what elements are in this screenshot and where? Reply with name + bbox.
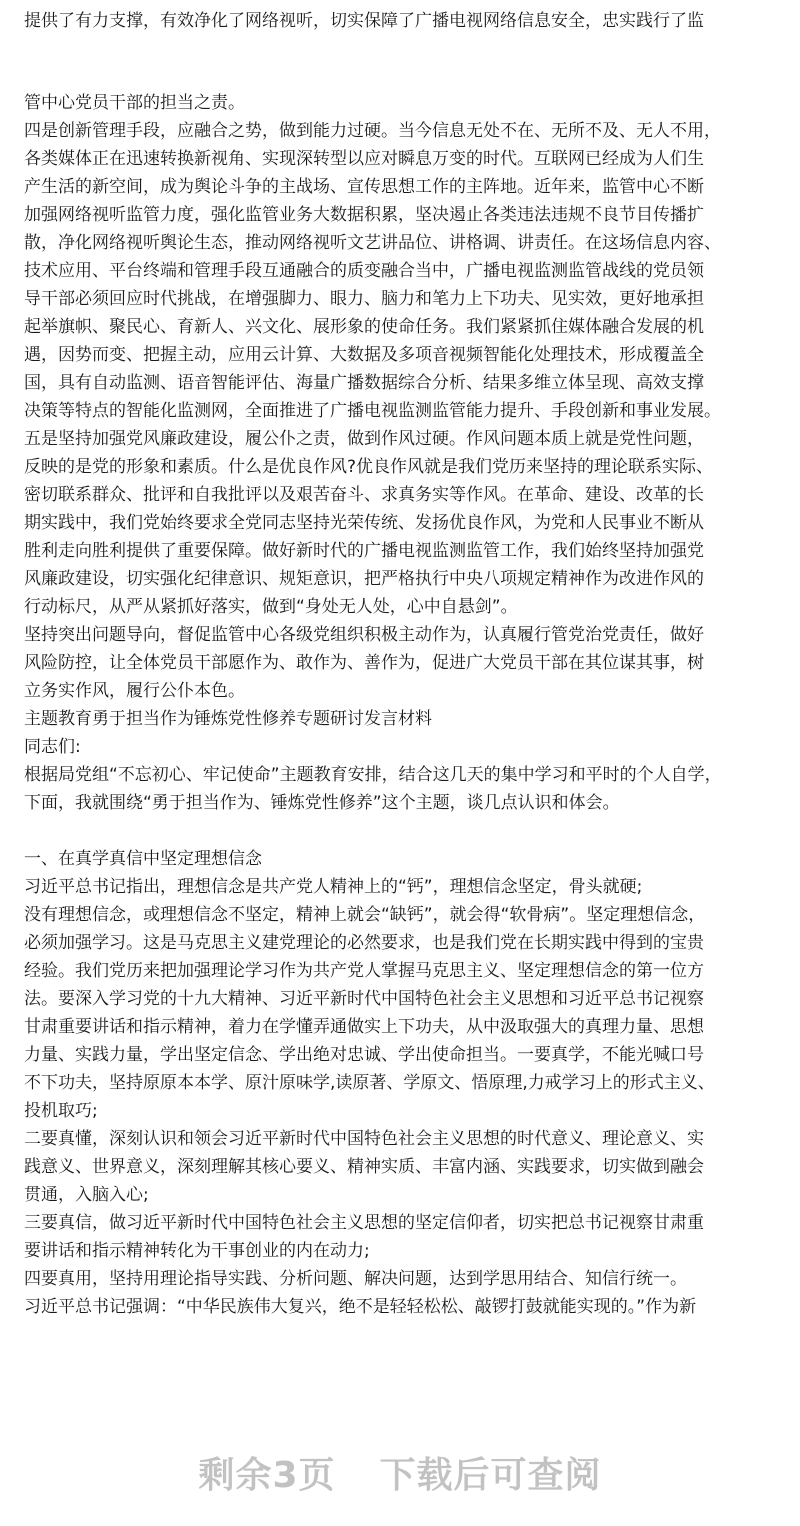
text-line: 四是创新管理手段，应融合之势，做到能力过硬。当今信息无处不在、无所不及、无人不用， <box>24 121 721 141</box>
text-line: 贯通，入脑入心; <box>24 1185 149 1205</box>
text-line: 各类媒体正在迅速转换新视角、实现深转型以应对瞬息万变的时代。互联网已经成为人们生 <box>24 149 704 169</box>
text-line: 没有理想信念，或理想信念不坚定，精神上就会“缺钙”，就会得“软骨病”。坚定理想信念， <box>24 905 706 925</box>
text-line: 风险防控，让全体党员干部愿作为、敢作为、善作为，促进广大党员干部在其位谋其事，树 <box>24 653 704 673</box>
text-line: 技术应用、平台终端和管理手段互通融合的质变融合当中，广播电视监测监管战线的党员领 <box>24 261 704 281</box>
text-line: 提供了有力支撑，有效净化了网络视听，切实保障了广播电视网络信息安全，忠实践行了监 <box>24 11 704 31</box>
text-line: 经验。我们党历来把加强理论学习作为共产党人掌握马克思主义、坚定理想信念的第一位方 <box>24 961 704 981</box>
text-line: 坚持突出问题导向，督促监管中心各级党组织积极主动作为，认真履行管党治党责任，做好 <box>24 625 704 645</box>
text-line: 起举旗帜、聚民心、育新人、兴文化、展形象的使命任务。我们紧紧抓住媒体融合发展的机 <box>24 317 704 337</box>
download-to-view-label[interactable]: 下载后可查阅 <box>379 1454 602 1496</box>
text-line: 必须加强学习。这是马克思主义建党理论的必然要求，也是我们党在长期实践中得到的宝贵 <box>24 933 704 953</box>
text-line: 国，具有自动监测、语音智能评估、海量广播数据综合分析、结果多维立体呈现、高效支撑 <box>24 373 704 393</box>
remaining-pages-label: 剩余3页 <box>198 1454 336 1496</box>
text-line: 不下功夫，坚持原原本本学、原汁原味学,读原著、学原文、悟原理,力戒学习上的形式主义、 <box>24 1073 715 1093</box>
text-line: 四要真用，坚持用理论指导实践、分析问题、解决问题，达到学思用结合、知信行统一。 <box>24 1269 687 1289</box>
text-line: 管中心党员干部的担当之责。 <box>24 93 245 113</box>
section-heading: 一、在真学真信中坚定理想信念 <box>24 849 262 869</box>
text-line: 要讲话和指示精神转化为干事创业的内在动力; <box>24 1241 370 1261</box>
text-line: 风廉政建设，切实强化纪律意识、规矩意识，把严格执行中央八项规定精神作为改进作风的 <box>24 569 704 589</box>
text-line: 产生活的新空间，成为舆论斗争的主战场、宣传思想工作的主阵地。近年来，监管中心不断 <box>24 177 704 197</box>
text-line: 遇，因势而变、把握主动，应用云计算、大数据及多项音视频智能化处理技术，形成覆盖全 <box>24 345 704 365</box>
salutation: 同志们: <box>24 737 81 757</box>
text-line: 根据局党组“不忘初心、牢记使命”主题教育安排，结合这几天的集中学习和平时的个人自学， <box>24 765 722 785</box>
text-line: 力量、实践力量，学出坚定信念、学出绝对忠诚、学出使命担当。一要真学，不能光喊口号 <box>24 1045 704 1065</box>
text-line: 下面，我就围绕“勇于担当作为、锤炼党性修养”这个主题，谈几点认识和体会。 <box>24 793 620 813</box>
text-line: 行动标尺，从严从紧抓好落实，做到“身处无人处，心中自悬剑”。 <box>24 597 518 617</box>
text-line: 践意义、世界意义，深刻理解其核心要义、精神实质、丰富内涵、实践要求，切实做到融会 <box>24 1157 704 1177</box>
text-line: 法。要深入学习党的十九大精神、习近平新时代中国特色社会主义思想和习近平总书记视察 <box>24 989 704 1009</box>
text-line: 期实践中，我们党始终要求全党同志坚持光荣传统、发扬优良作风，为党和人民事业不断从 <box>24 513 704 533</box>
text-line: 密切联系群众、批评和自我批评以及艰苦奋斗、求真务实等作风。在革命、建设、改革的长 <box>24 485 704 505</box>
section-title: 主题教育勇于担当作为锤炼党性修养专题研讨发言材料 <box>24 709 432 729</box>
text-line: 立务实作风，履行公仆本色。 <box>24 681 245 701</box>
text-line: 甘肃重要讲话和指示精神，着力在学懂弄通做实上下功夫，从中汲取强大的真理力量、思想 <box>24 1017 704 1037</box>
text-line: 加强网络视听监管力度，强化监管业务大数据积累，坚决遏止各类违法违规不良节目传播扩 <box>24 205 704 225</box>
text-line: 反映的是党的形象和素质。什么是优良作风?优良作风就是我们党历来坚持的理论联系实际、 <box>24 457 714 477</box>
text-line: 三要真信，做习近平新时代中国特色社会主义思想的坚定信仰者，切实把总书记视察甘肃重 <box>24 1213 704 1233</box>
text-line: 胜利走向胜利提供了重要保障。做好新时代的广播电视监测监管工作，我们始终坚持加强党 <box>24 541 704 561</box>
text-line: 二要真懂，深刻认识和领会习近平新时代中国特色社会主义思想的时代意义、理论意义、实 <box>24 1129 704 1149</box>
text-line: 习近平总书记强调：“中华民族伟大复兴，绝不是轻轻松松、敲锣打鼓就能实现的。”作为新 <box>24 1297 697 1317</box>
text-line: 散，净化网络视听舆论生态，推动网络视听文艺讲品位、讲格调、讲责任。在这场信息内容、 <box>24 233 721 253</box>
text-line: 投机取巧; <box>24 1101 98 1121</box>
text-line: 习近平总书记指出，理想信念是共产党人精神上的“钙”，理想信念坚定，骨头就硬; <box>24 877 643 897</box>
download-prompt[interactable] <box>0 1418 800 1526</box>
text-line: 决策等特点的智能化监测网，全面推进了广播电视监测监管能力提升、手段创新和事业发展。 <box>24 401 721 421</box>
text-line: 导干部必须回应时代挑战，在增强脚力、眼力、脑力和笔力上下功夫、见实效，更好地承担 <box>24 289 704 309</box>
text-line: 五是坚持加强党风廉政建设，履公仆之责，做到作风过硬。作风问题本质上就是党性问题， <box>24 429 704 449</box>
